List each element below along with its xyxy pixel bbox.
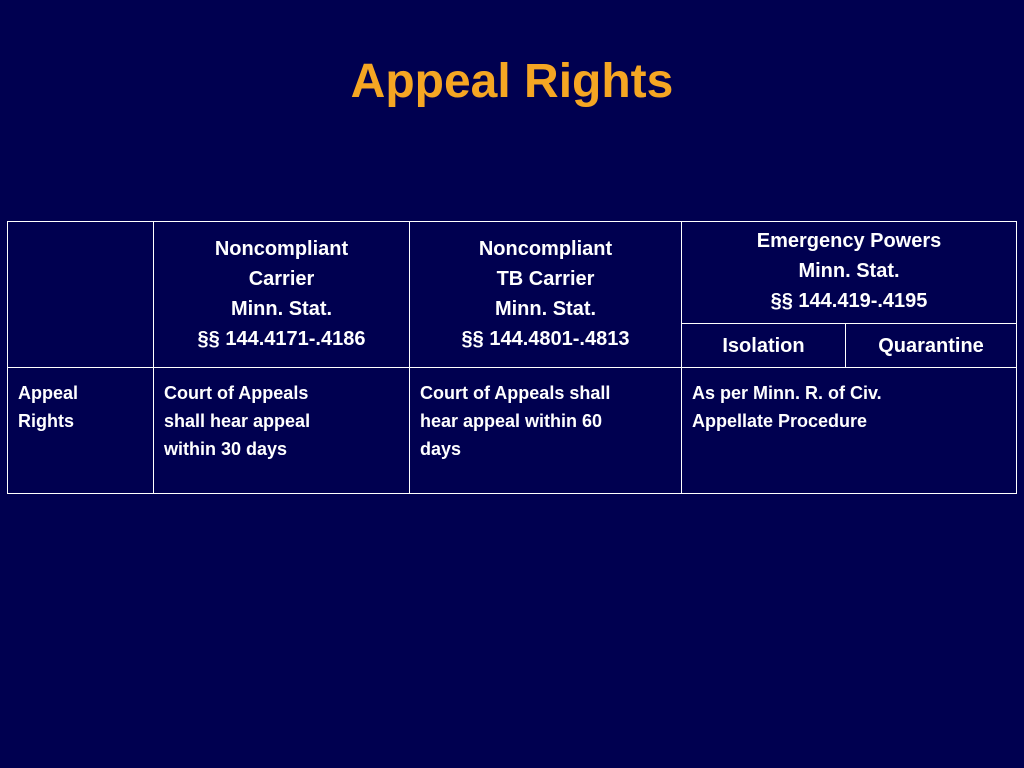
cell-noncompliant-carrier-appeal — [154, 368, 410, 494]
header-line: §§ 144.4801-.4813 — [461, 328, 630, 350]
header-corner-cell — [8, 222, 154, 368]
appeal-rights-table — [7, 221, 1017, 494]
header-line: Carrier — [248, 268, 315, 290]
cell-line: within 30 days — [164, 439, 288, 459]
cell-line: Rights — [18, 411, 74, 431]
cell-line: As per Minn. R. of Civ. — [692, 383, 882, 403]
cell-line: Appellate Procedure — [692, 411, 868, 431]
header-line: Minn. Stat. — [494, 298, 597, 320]
cell-line: days — [420, 439, 462, 459]
header-line: Emergency Powers — [756, 230, 942, 252]
cell-line: Appeal — [18, 383, 79, 403]
cell-line: shall hear appeal — [164, 411, 311, 431]
header-line: TB Carrier — [496, 268, 595, 290]
header-line: Noncompliant — [214, 238, 349, 260]
header-noncompliant-carrier — [154, 222, 410, 368]
row-label-appeal-rights — [8, 368, 154, 494]
header-line: Minn. Stat. — [798, 260, 900, 282]
slide-title: Appeal Rights — [350, 55, 674, 108]
header-line: §§ 144.4171-.4186 — [197, 328, 366, 350]
cell-line: Court of Appeals — [164, 383, 309, 403]
table-row — [8, 368, 1017, 494]
subheader-isolation: Isolation — [682, 324, 846, 368]
header-line: Noncompliant — [478, 238, 613, 260]
subheader-quarantine: Quarantine — [846, 324, 1017, 368]
cell-line: hear appeal within 60 — [420, 411, 603, 431]
header-emergency-powers — [682, 222, 1017, 324]
header-line: Minn. Stat. — [230, 298, 333, 320]
header-line: §§ 144.419-.4195 — [770, 290, 928, 312]
cell-tb-carrier-appeal — [410, 368, 682, 494]
cell-line: Court of Appeals shall — [420, 383, 611, 403]
table-header-row — [8, 222, 1017, 324]
cell-emergency-powers-appeal — [682, 368, 1017, 494]
header-noncompliant-tb-carrier — [410, 222, 682, 368]
